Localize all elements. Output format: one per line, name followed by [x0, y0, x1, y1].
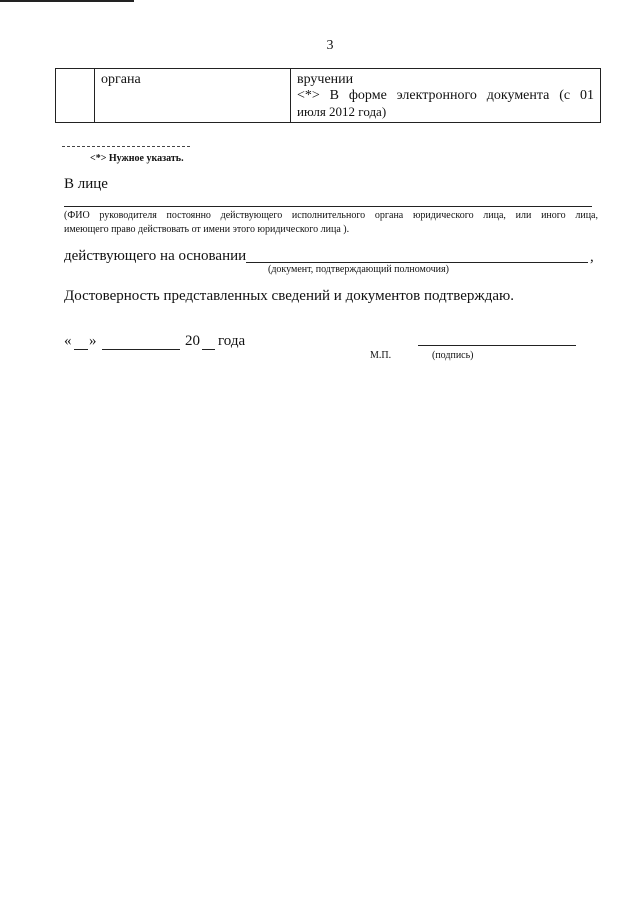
table-cell-organ — [95, 69, 291, 123]
organ-text: органа — [101, 72, 141, 87]
table-row — [56, 69, 601, 123]
date-open-quote: « — [64, 333, 72, 349]
footnote-separator — [62, 146, 190, 147]
month-fill-line — [102, 349, 180, 350]
top-edge-rule — [0, 0, 134, 2]
basis-comma: , — [590, 249, 594, 265]
basis-caption: (документ, подтверждающий полномочия) — [268, 264, 449, 275]
page-number: 3 — [326, 38, 334, 53]
stamp-label: М.П. — [370, 350, 392, 361]
delivery-text: вручении — [297, 72, 354, 87]
footnote-text: <*> Нужное указать. — [90, 153, 184, 164]
representative-label: В лице — [64, 176, 108, 192]
signature-caption: (подпись) — [432, 350, 474, 361]
representative-caption-line2: имеющего право действовать от имени этого юридического лица ). — [64, 224, 350, 235]
representative-fill-line — [64, 206, 592, 207]
table-cell-empty — [56, 69, 95, 123]
electronic-note: <*> В форме электронного документа (с 01 — [297, 88, 594, 103]
year-fill-line — [202, 349, 215, 350]
basis-label: действующего на основании — [64, 248, 247, 264]
representative-caption-line1: (ФИО руководителя постоянно действующего исполнительного органа юридического лица, или иного лица, — [64, 210, 598, 221]
document-table — [55, 68, 601, 123]
day-fill-line — [74, 349, 88, 350]
year-suffix: года — [218, 333, 246, 349]
electronic-note-date: июля 2012 года) — [297, 104, 387, 119]
year-prefix: 20 — [185, 333, 200, 349]
confirmation-text: Достоверность представленных сведений и документов подтверждаю. — [64, 288, 514, 304]
table-cell-delivery — [291, 69, 601, 123]
basis-fill-line — [246, 262, 588, 263]
signature-fill-line — [418, 345, 576, 346]
date-close-quote: » — [89, 333, 97, 349]
